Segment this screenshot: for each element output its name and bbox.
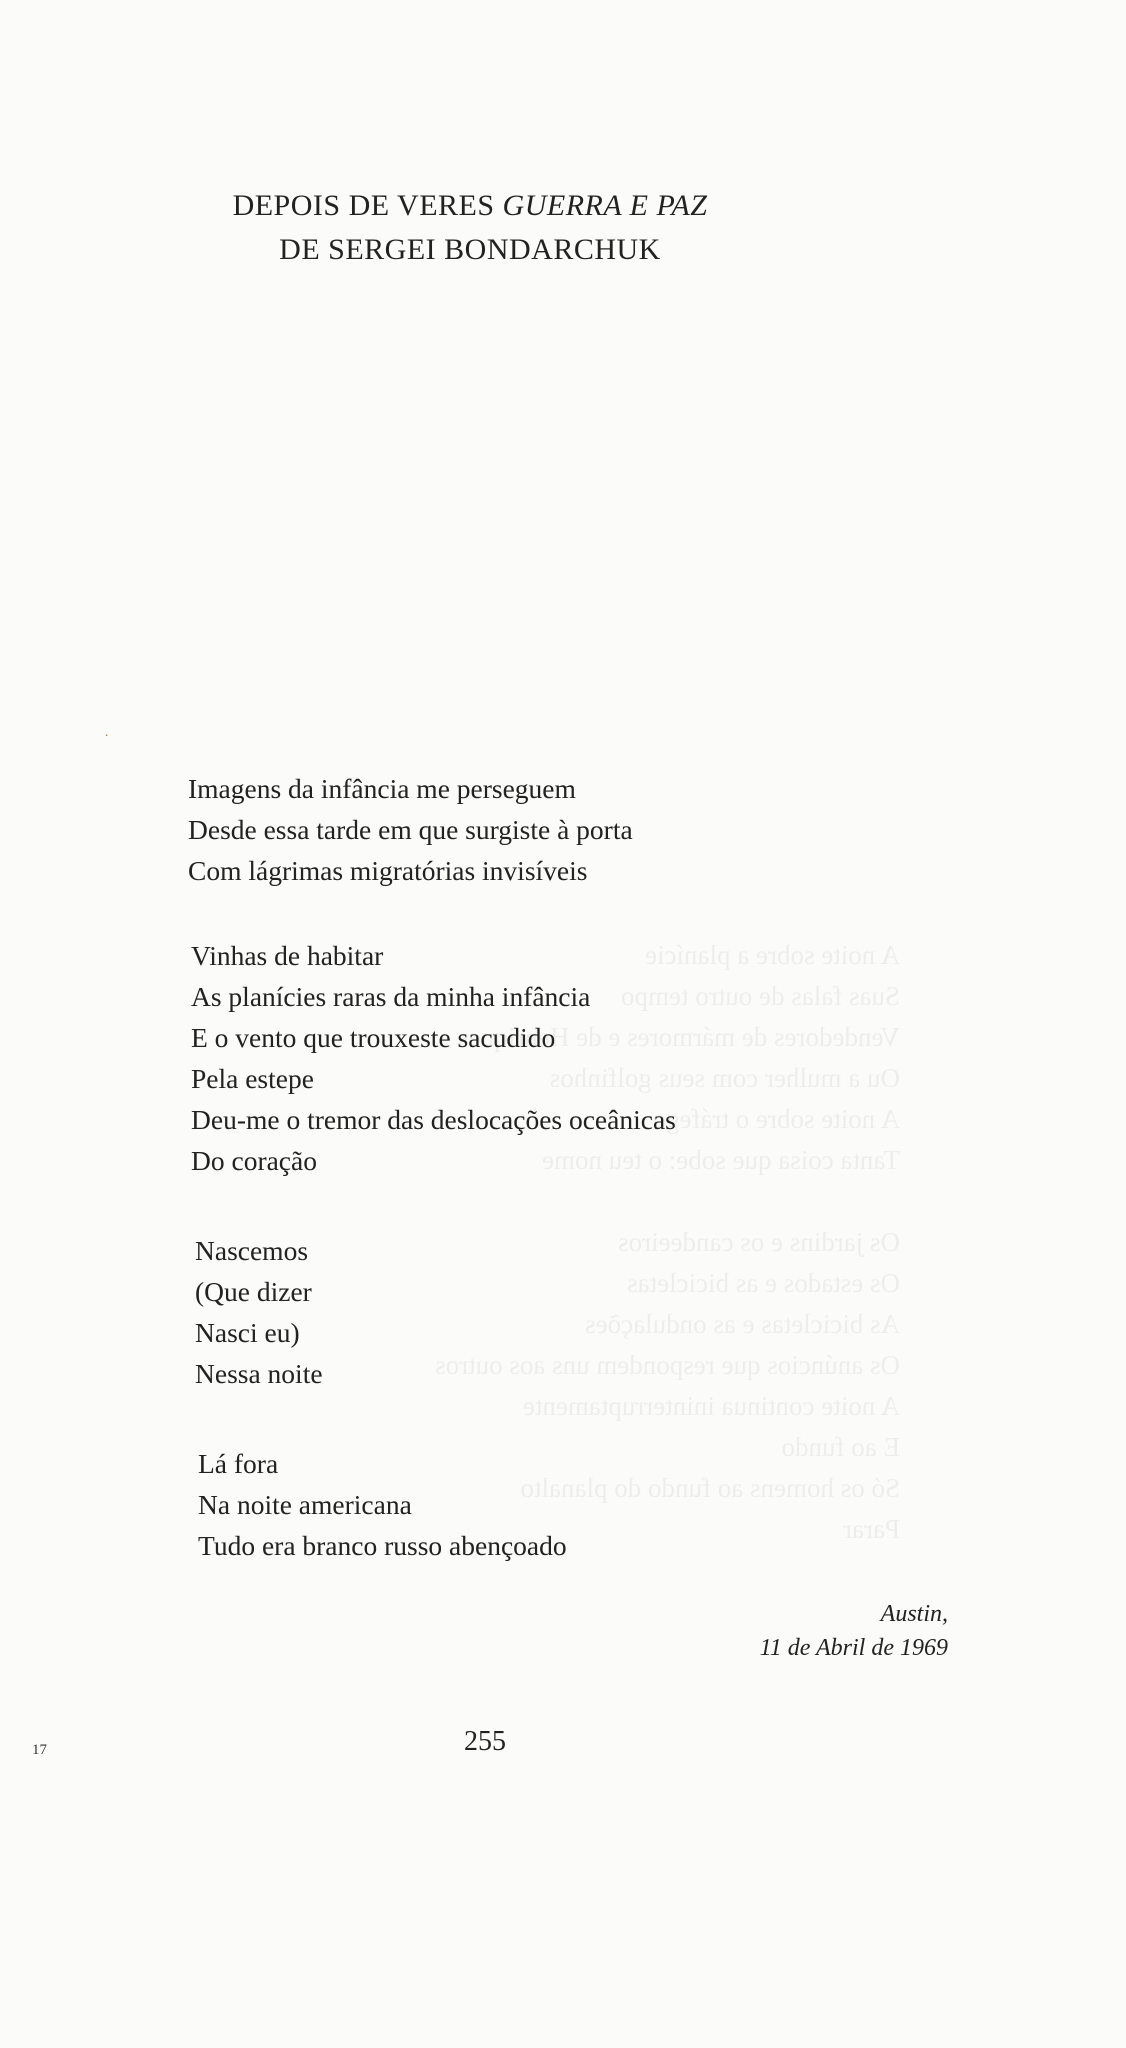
verse-line: Com lágrimas migratórias invisíveis [188,855,588,886]
verse-line: Pela estepe [191,1063,314,1094]
title-film-name: GUERRA E PAZ [502,189,708,222]
title-prefix: DEPOIS DE VERES [232,189,503,222]
stanza-4 [198,1443,567,1566]
verse-line: Lá fora [198,1448,279,1479]
verse-line: As planícies raras da minha infância [191,981,591,1012]
verse-line: Nascemos [195,1235,309,1266]
verse-line: Vinhas de habitar [191,940,384,971]
poem-title-line-2: DE SERGEI BONDARCHUK [279,233,661,266]
stanza-2 [191,935,676,1181]
paper-speck-icon: ˙ [104,732,110,749]
verse-line: Nasci eu) [195,1317,300,1348]
verse-line: Imagens da infância me perseguem [188,773,576,804]
verse-line: E o vento que trouxeste sacudido [191,1022,556,1053]
verse-line: Tudo era branco russo abençoado [198,1530,567,1561]
verse-line: Na noite americana [198,1489,412,1520]
stanza-1 [188,768,633,891]
verse-line: (Que dizer [195,1276,312,1307]
stanza-3 [195,1230,323,1394]
margin-number: 17 [32,1742,47,1758]
verse-line: Nessa noite [195,1358,323,1389]
reverse-side-show-through: A noite sobre a planície Suas falas de outro tempo Vendedores de mármores e de Henriques Ou a mulher com seus golfinhos A noite sobre o tráfego Tanta coisa que sobe: o teu nome Os jardins e os candeeiros Os estados e as bicicletas As bicicletas e as ondulações Os anúncios que respondem uns aos outros A noite continua ininterruptamente E ao fundo Só os homens ao fundo do planalto Parar [435,940,900,1544]
verse-line: Do coração [191,1145,317,1176]
page-number: 255 [464,1726,506,1757]
poem-title-line-1 [0,184,940,228]
signature-date: 11 de Abril de 1969 [759,1635,948,1661]
verse-line: Deu-me o tremor das deslocações oceânicas [191,1104,676,1135]
verse-line: Desde essa tarde em que surgiste à porta [188,814,633,845]
signature-place: Austin, [880,1601,948,1627]
